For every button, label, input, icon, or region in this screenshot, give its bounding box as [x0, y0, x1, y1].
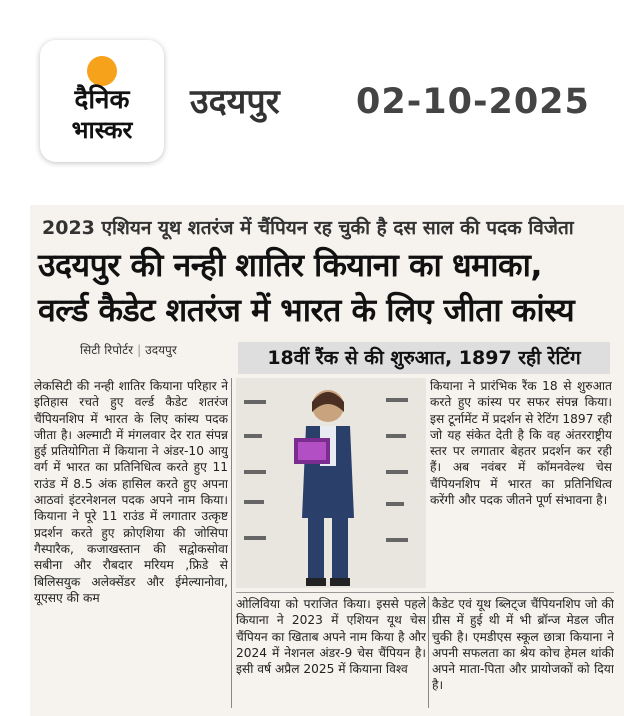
column-divider: [236, 592, 614, 593]
column-rule: [231, 378, 232, 708]
column-rule: [428, 596, 429, 708]
article-column-3-bottom: कैडेट एवं यूथ ब्लिट्ज चैंपियनशिप जो की ग्रीस में हुई थी में भी ब्रॉन्ज मेडल जीत चुकी है। एमडीएस स्कूल छात्रा कियाना ने अपनी सफलता का श्रेय कोच हेमल थांकी अपने माता-पिता और प्रायोजकों को दिया है।: [432, 597, 614, 693]
edition-date: 02-10-2025: [356, 82, 590, 122]
logo-text-line1: दैनिक: [74, 85, 130, 115]
logo-text-line2: भास्कर: [71, 116, 133, 144]
article-subhead: 18वीं रैंक से की शुरुआत, 1897 रही रेटिंग: [238, 342, 610, 374]
article-photo: [236, 378, 426, 588]
sun-icon: [87, 56, 117, 86]
byline-reporter: सिटी रिपोर्टर: [80, 343, 134, 357]
headline-line2: वर्ल्ड कैडेट शतरंज में भारत के लिए जीता कांस्य: [38, 291, 575, 329]
article-column-2-bottom: ओलिविया को पराजित किया। इससे पहले कियाना ने 2023 में एशियन यूथ चेस चैंपियन का खिताब अपने नाम किया है और 2024 में नेशनल अंडर-9 चेस चैंपियन है। इसी वर्ष अप्रैल 2025 में कियाना विश्व: [236, 597, 426, 677]
article-column-3-top: कियाना ने प्रारंभिक रैंक 18 से शुरुआत करते हुए कांस्य पर सफर संपन्न किया। इस टूर्नामेंट में प्रदर्शन से रेटिंग 1897 रही जो यह संकेत देती है कि वह अंतरराष्ट्रीय स्तर पर लगातार बेहतर प्रदर्शन कर रही हैं। अब नवंबर में कॉमनवेल्थ चेस चैंपियनशिप में भारत का प्रतिनिधित्व करेंगी और पदक जीतने पूर्ण संभावना है।: [430, 379, 612, 508]
headline-line1: उदयपुर की नन्ही शातिर कियाना का धमाका,: [38, 246, 543, 284]
article-column-1: लेकसिटी की नन्ही शातिर कियाना परिहार ने इतिहास रचते हुए वर्ल्ड कैडेट शतरंज चैंपियनशिप में भारत के लिए कांस्य पदक जीता है। अल्माटी में मंगलवार देर रात संपन्न हुई प्रतियोगिता में कियाना ने अंडर-10 आयु वर्ग में भारत का प्रतिनिधित्व करते हुए 11 राउंड में 8.5 अंक हासिल करते हुए अपना आठवां इंटरनेशनल पदक अपने नाम किया। कियाना ने पूरे 11 राउंड में लगातार उत्कृष्ट प्रदर्शन करते हुए क्रोएशिया की जोसिपा गैस्पारैक, कजाखस्तान की सद्वोकसोवा सबीना और रौबदार मरियम ,फ्रिडे से बिलिसयुक अलेक्सेंडर और ईमेल्यानोवा, यूएसए की कम: [34, 379, 228, 605]
dainik-bhaskar-logo: [40, 40, 164, 162]
byline: सिटी रिपोर्टर | उदयपुर: [80, 343, 177, 357]
article-kicker: 2023 एशियन यूथ शतरंज में चैंपियन रह चुकी है दस साल की पदक विजेता: [42, 217, 574, 239]
edition-city: उदयपुर: [190, 82, 280, 122]
byline-city: उदयपुर: [145, 343, 177, 357]
photo-illustration: [236, 378, 426, 588]
